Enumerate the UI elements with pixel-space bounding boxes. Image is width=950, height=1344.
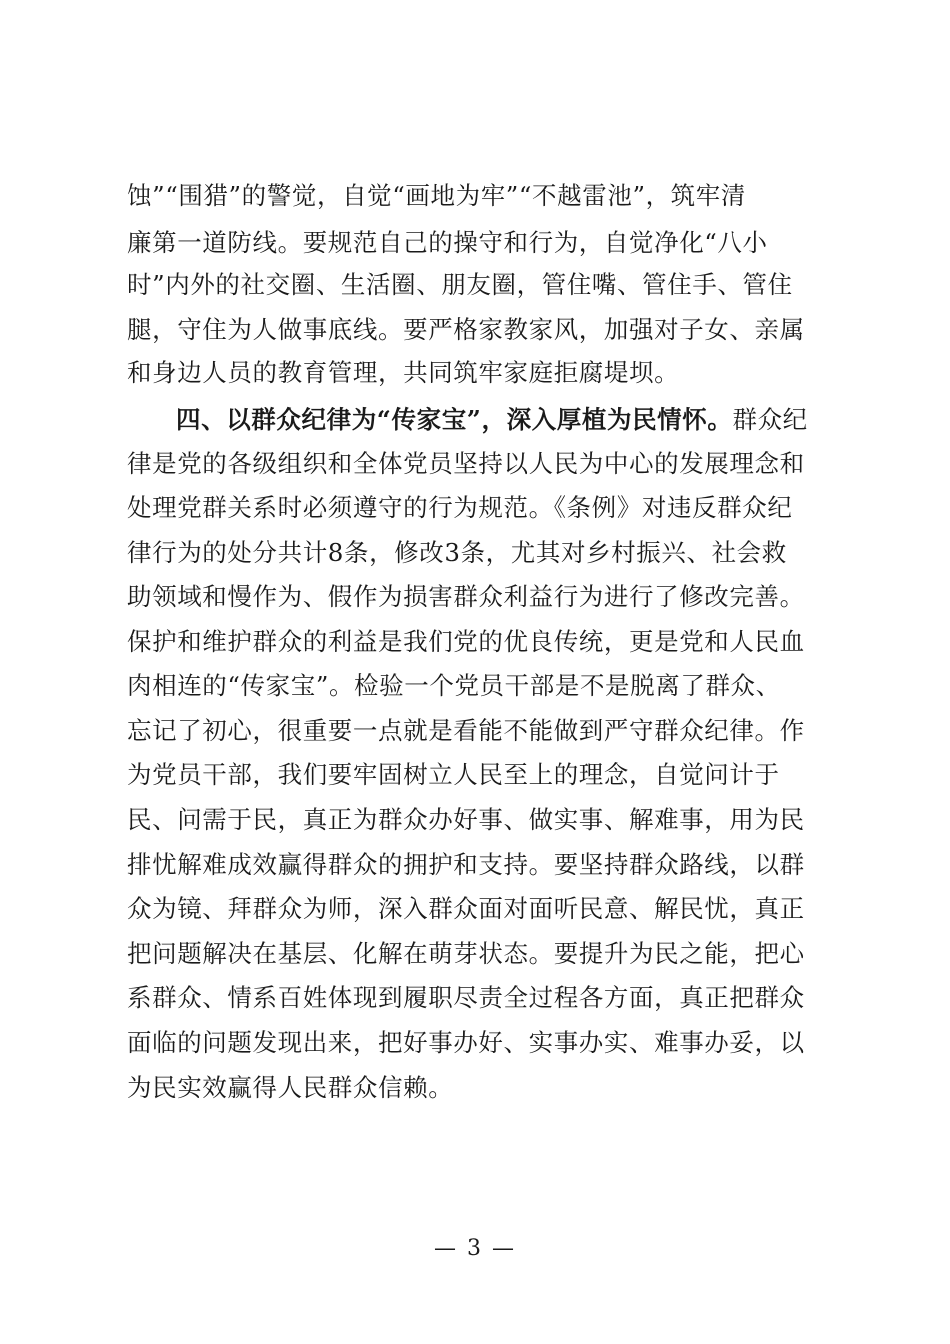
text-line: 廉第一道防线。要规范自己的操守和行为，自觉净化“八小 bbox=[127, 228, 768, 257]
text-line: 系群众、情系百姓体现到履职尽责全过程各方面，真正把群众 bbox=[127, 983, 805, 1012]
text-line: 忘记了初心，很重要一点就是看能不能做到严守群众纪律。作 bbox=[127, 716, 805, 745]
text-line: 助领域和慢作为、假作为损害群众利益行为进行了修改完善。 bbox=[127, 582, 805, 611]
page-number: — 3 — bbox=[434, 1236, 516, 1261]
text-line: 排忧解难成效赢得群众的拥护和支持。要坚持群众路线，以群 bbox=[127, 850, 805, 879]
text-line: 面临的问题发现出来，把好事办好、实事办实、难事办妥，以 bbox=[127, 1028, 805, 1057]
paragraph-first-line bbox=[176, 400, 808, 440]
text-line: 众为镜、拜群众为师，深入群众面对面听民意、解民忧，真正 bbox=[127, 894, 805, 923]
text-line: 时”内外的社交圈、生活圈、朋友圈，管住嘴、管住手、管住 bbox=[127, 270, 793, 299]
text-line: 民、问需于民，真正为群众办好事、做实事、解难事，用为民 bbox=[127, 805, 805, 834]
text-line: 处理党群关系时必须遵守的行为规范。《条例》对违反群众纪 bbox=[127, 493, 793, 522]
section-heading: 四、以群众纪律为“传家宝”，深入厚植为民情怀。 bbox=[176, 405, 733, 434]
text-line: 和身边人员的教育管理，共同筑牢家庭拒腐堤坝。 bbox=[127, 358, 680, 387]
text-line: 保护和维护群众的利益是我们党的优良传统，更是党和人民血 bbox=[127, 627, 805, 656]
text-line: 为党员干部，我们要牢固树立人民至上的理念，自觉问计于 bbox=[127, 760, 780, 789]
text-line: 律是党的各级组织和全体党员坚持以人民为中心的发展理念和 bbox=[127, 449, 805, 478]
text-line: 为民实效赢得人民群众信赖。 bbox=[127, 1073, 454, 1102]
text-line: 肉相连的“传家宝”。检验一个党员干部是不是脱离了群众、 bbox=[127, 671, 781, 700]
heading-trailing-text: 群众纪 bbox=[732, 405, 808, 434]
text-line: 蚀”“围猎”的警觉，自觉“画地为牢”“不越雷池”，筑牢清 bbox=[127, 181, 746, 210]
text-line: 腿，守住为人做事底线。要严格家教家风，加强对子女、亲属 bbox=[127, 315, 805, 344]
text-line: 把问题解决在基层、化解在萌芽状态。要提升为民之能，把心 bbox=[127, 939, 805, 968]
text-line: 律行为的处分共计8条，修改3条，尤其对乡村振兴、社会救 bbox=[127, 538, 787, 567]
